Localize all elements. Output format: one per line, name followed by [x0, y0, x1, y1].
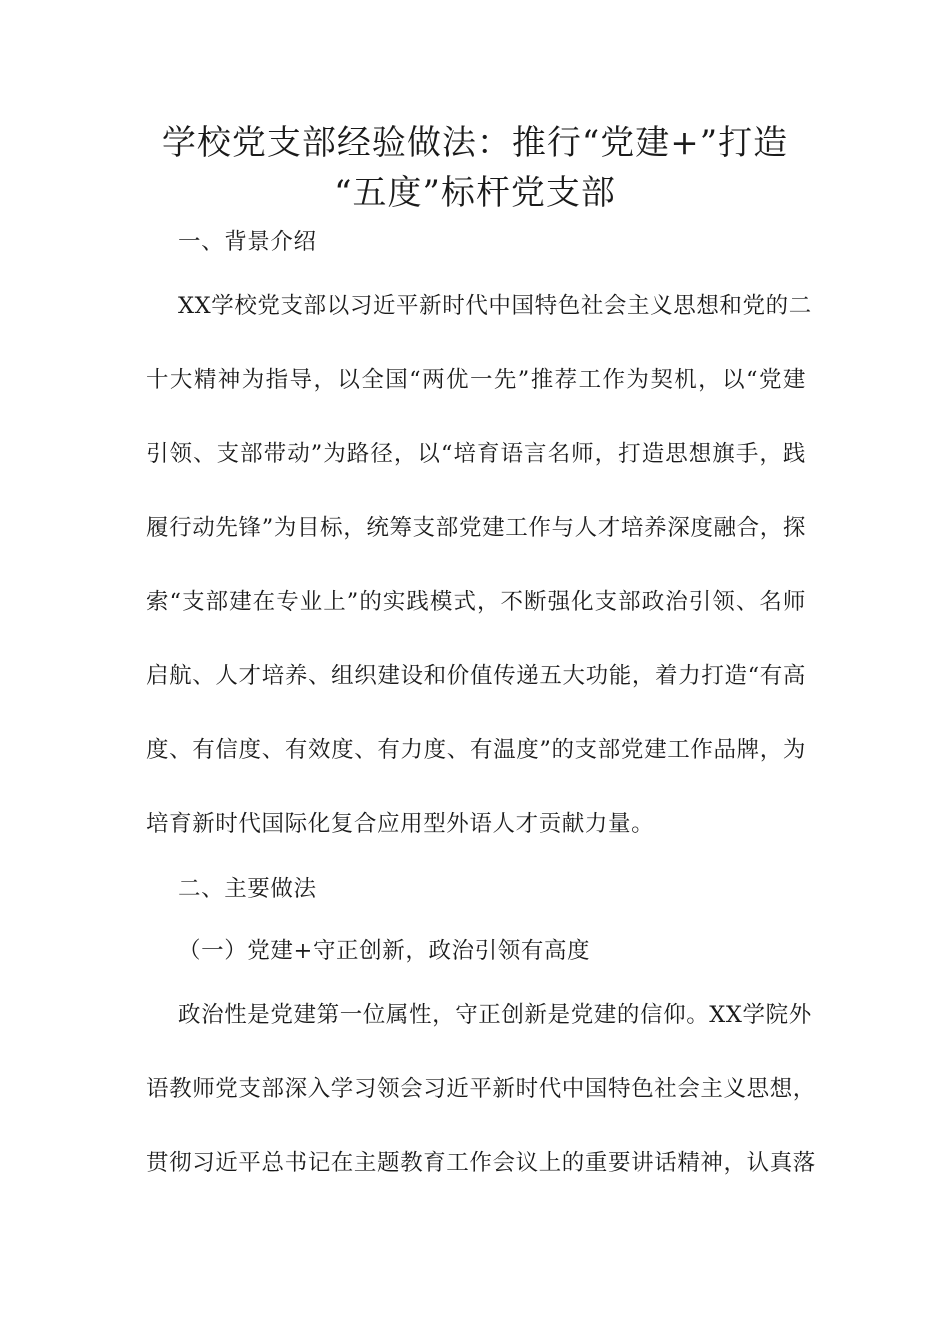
paragraph-line: 度、有信度、有效度、有力度、有温度”的支部党建工作品牌，为 [146, 737, 806, 763]
section-heading-main-practices: 二、主要做法 [178, 876, 317, 902]
paragraph-line: 履行动先锋”为目标，统筹支部党建工作与人才培养深度融合，探 [146, 515, 806, 541]
paragraph-line: 索“支部建在专业上”的实践模式，不断强化支部政治引领、名师 [146, 589, 806, 615]
document-title-line-2: “五度”标杆党支部 [334, 173, 616, 213]
paragraph-line: 语教师党支部深入学习领会习近平新时代中国特色社会主义思想， [146, 1076, 816, 1102]
paragraph-line: 启航、人才培养、组织建设和价值传递五大功能，着力打造“有高 [146, 663, 806, 689]
paragraph-line: 引领、支部带动”为路径，以“培育语言名师，打造思想旗手，践 [146, 441, 806, 467]
paragraph-line: 培育新时代国际化复合应用型外语人才贡献力量。 [146, 811, 655, 837]
section-heading-background: 一、背景介绍 [178, 229, 317, 255]
paragraph-line: XX学校党支部以习近平新时代中国特色社会主义思想和党的二 [178, 293, 812, 319]
paragraph-line: 贯彻习近平总书记在主题教育工作会议上的重要讲话精神，认真落 [146, 1150, 816, 1176]
paragraph-line: 十大精神为指导，以全国“两优一先”推荐工作为契机，以“党建 [146, 367, 806, 393]
paragraph-line: 政治性是党建第一位属性，守正创新是党建的信仰。XX学院外 [178, 1002, 812, 1028]
document-title-line-1: 学校党支部经验做法：推行“党建+”打造 [161, 123, 789, 163]
subsection-heading-1: （一）党建+守正创新，政治引领有高度 [178, 938, 591, 964]
